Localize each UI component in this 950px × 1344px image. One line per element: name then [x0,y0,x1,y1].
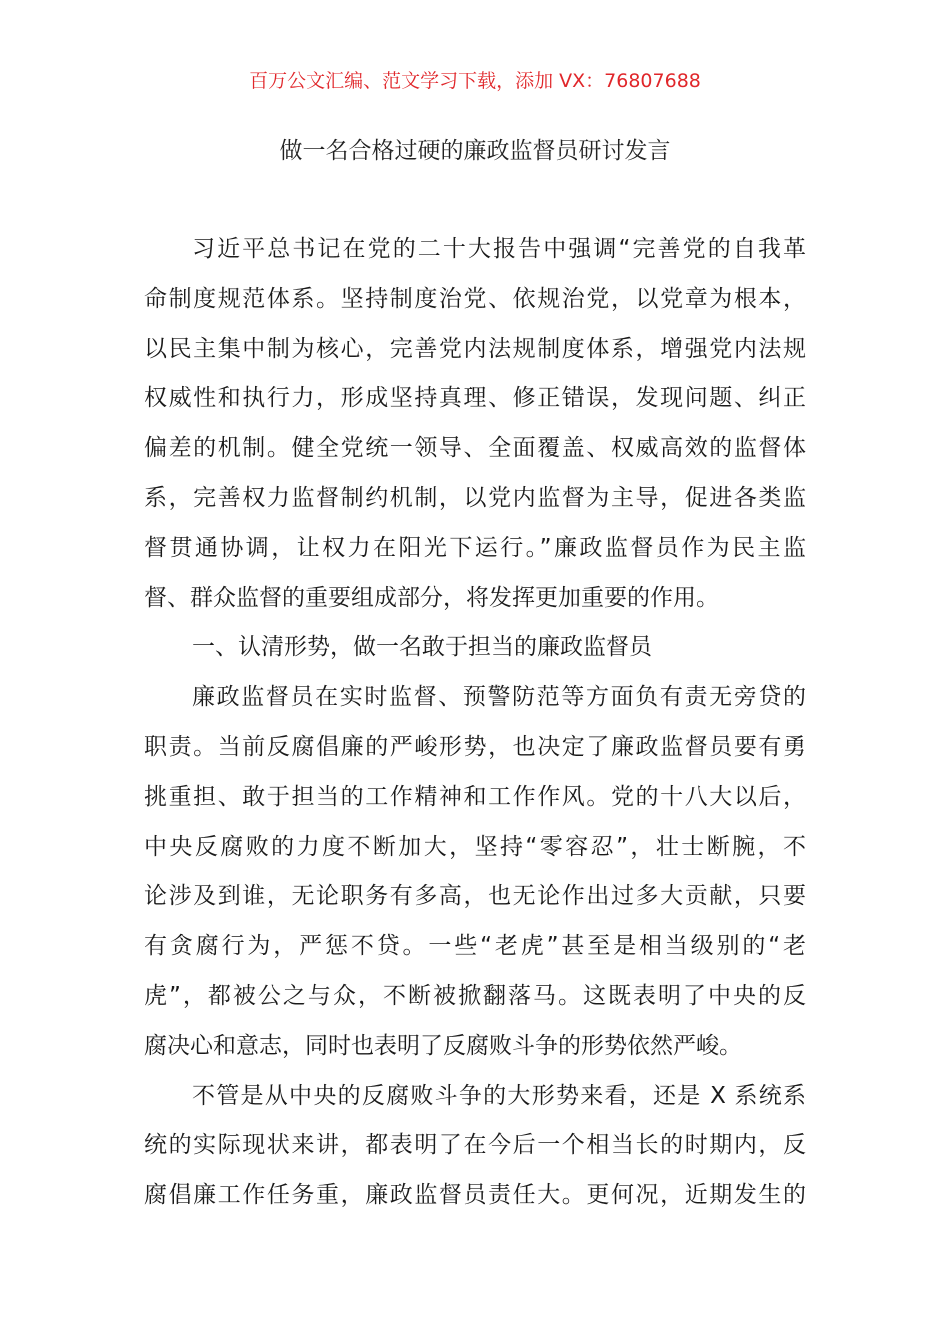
paragraph-line: 挑重担、敢于担当的工作精神和工作作风。党的十八大以后， [144,783,806,810]
paragraph-line: 虎”，都被公之与众，不断被掀翻落马。这既表明了中央的反 [144,982,806,1009]
paragraph-line: 统的实际现状来讲，都表明了在今后一个相当长的时期内，反 [144,1132,806,1159]
document-body [144,225,806,1221]
paragraph-line: 论涉及到谁，无论职务有多高，也无论作出过多大贡献，只要 [144,883,806,910]
paragraph-line: 腐决心和意志，同时也表明了反腐败斗争的形势依然严峻。 [144,1032,742,1059]
paragraph-line: 习近平总书记在党的二十大报告中强调“完善党的自我革 [192,236,806,262]
paragraph-line: 偏差的机制。健全党统一领导、全面覆盖、权威高效的监督体 [144,435,806,462]
paragraph-line: 以民主集中制为核心，完善党内法规制度体系，增强党内法规 [144,335,806,362]
paragraph-line: 系，完善权力监督制约机制，以党内监督为主导，促进各类监 [144,484,806,511]
paragraph-line: 督贯通协调，让权力在阳光下运行。”廉政监督员作为民主监 [144,534,806,561]
paragraph-line: 中央反腐败的力度不断加大，坚持“零容忍”，壮士断腕，不 [144,833,806,860]
watermark-banner: 百万公文汇编、范文学习下载，添加 VX：76807688 [249,70,701,92]
paragraph-line: 督、群众监督的重要组成部分，将发挥更加重要的作用。 [144,584,719,611]
paragraph-line: 廉政监督员在实时监督、预警防范等方面负有责无旁贷的 [192,684,806,711]
paragraph-line: 腐倡廉工作任务重，廉政监督员责任大。更何况，近期发生的 [144,1182,806,1209]
paragraph-line: 有贪腐行为，严惩不贷。一些“老虎”甚至是相当级别的“老 [144,933,806,960]
document-title: 做一名合格过硬的廉政监督员研讨发言 [279,138,671,164]
section-heading: 一、认清形势，做一名敢于担当的廉政监督员 [192,634,652,661]
paragraph-line: 不管是从中央的反腐败斗争的大形势来看，还是 X 系统系 [192,1082,806,1109]
paragraph-line: 权威性和执行力，形成坚持真理、修正错误，发现问题、纠正 [144,385,806,412]
paragraph-line: 职责。当前反腐倡廉的严峻形势，也决定了廉政监督员要有勇 [144,733,806,760]
paragraph-line: 命制度规范体系。坚持制度治党、依规治党，以党章为根本， [144,285,806,312]
